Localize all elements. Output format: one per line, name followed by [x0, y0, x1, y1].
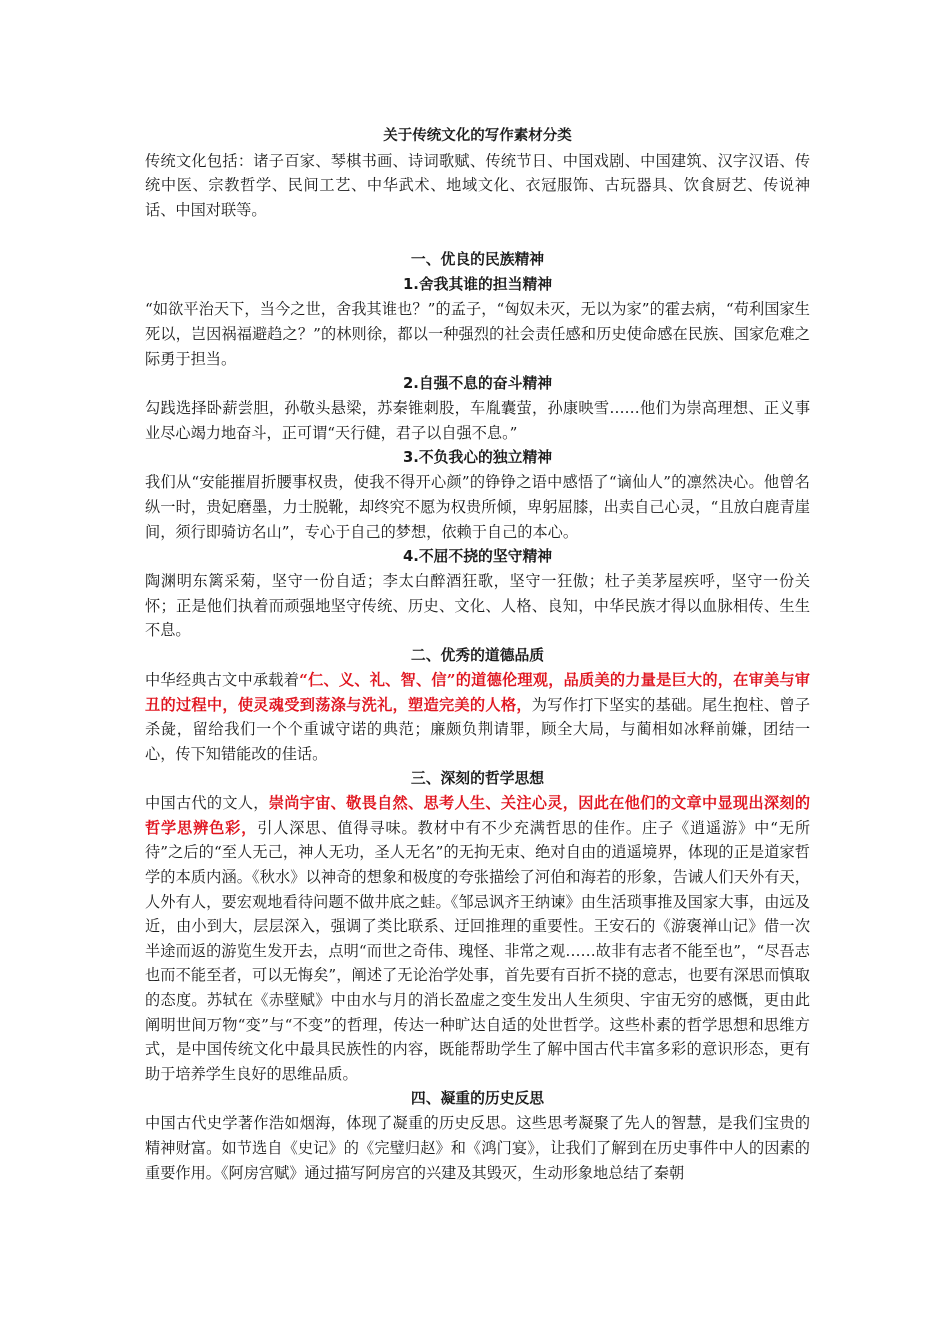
section-4-heading: 四、凝重的历史反思 — [410, 1090, 545, 1108]
section-4-text: 中国古代史学著作浩如烟海，体现了凝重的历史反思。这些思考凝聚了先人的智慧，是我们宝贵的精神财富。如节选自《史记》的《完璧归赵》和《鸿门宴》，让我们了解到在历史事件中人的因素的重要作用。《阿房宫赋》通过描写阿房宫的兴建及其毁灭，生动形象地总结了秦朝 — [145, 1114, 810, 1182]
section-2-text-post: 为写作打下坚实的基础。尾生抱柱、曾子杀彘，留给我们一个个重诚守诺的典范；廉颇负荆请罪，顾全大局，与蔺相如冰释前嫌，团结一心，传下知错能改的佳话。 — [145, 695, 811, 763]
section-2-highlight: “仁、义、礼、智、信”的道德伦理观，品质美的力量是巨大的，在审美与审丑的过程中，使灵魂受到荡涤与洗礼，塑造完美的人格， — [145, 670, 810, 714]
document-title: 关于传统文化的写作素材分类 — [383, 128, 572, 144]
section-3-heading: 三、深刻的哲学思想 — [410, 770, 545, 788]
section-2-heading: 二、优秀的道德品质 — [410, 646, 545, 664]
section-3-text-post: 引人深思、值得寻味。教材中有不少充满哲思的佳作。庄子《逍遥游》中“无所待”之后的“至人无己，神人无功，圣人无名”的无拘无束、绝对自由的逍遥境界，体现的正是道家哲学的本质内涵。《秋水》以神奇的想象和极度的夸张描绘了河伯和海若的形象，告诫人们天外有天，人外有人，要宏观地看待问题不做井底之蛙。《邹忌讽齐王纳谏》由生活琐事推及国家大事，由远及近，由小到大，层层深入，强调了类比联系、迂回推理的重要性。王安石的《游褒禅山记》借一次半途而返的游览生发开去，点明“而世之奇伟、瑰怪、非常之观……故非有志者不能至也”，“尽吾志也而不能至者，可以无悔矣”，阐述了无论治学处事，首先要有百折不挠的意志，也要有深思而慎取的态度。苏轼在《赤壁赋》中由水与月的消长盈虚之变生发出人生须臾、宇宙无穷的感慨，更由此阐明世间万物“变”与“不变”的哲理，传达一种旷达自适的处世哲学。这些朴素的哲学思想和思维方式，是中国传统文化中最具民族性的内容，既能帮助学生了解中国古代丰富多彩的意识形态，更有助于培养学生良好的思维品质。 — [145, 818, 811, 1083]
subsection-3-heading: 3.不负我心的独立精神 — [402, 449, 553, 467]
section-1-heading: 一、优良的民族精神 — [410, 251, 545, 269]
spacer — [145, 222, 810, 247]
subsection-2-text: 勾践选择卧薪尝胆，孙敬头悬梁，苏秦锥刺股，车胤囊萤，孙康映雪……他们为崇高理想、正义事业尽心竭力地奋斗，正可谓“天行健，君子以自强不息。” — [145, 399, 810, 442]
section-3-highlight: 崇尚宇宙、敬畏自然、思考人生、关注心灵，因此在他们的文章中显现出深刻的哲学思辨色彩， — [145, 794, 811, 837]
section-3-text — [145, 791, 810, 1086]
section-2-text-pre: 中华经典古文中承载着 — [145, 670, 300, 689]
subsection-4-text: 陶渊明东篱采菊，坚守一份自适；李太白醉酒狂歌，坚守一狂傲；杜子美茅屋疾呼，坚守一份关怀；正是他们执着而顽强地坚守传统、历史、文化、人格、良知，中华民族才得以血脉相传、生生不息。 — [145, 572, 810, 640]
subsection-1-heading: 1.舍我其谁的担当精神 — [402, 276, 553, 294]
subsection-3-text: 我们从“安能摧眉折腰事权贵，使我不得开心颜”的铮铮之语中感悟了“谪仙人”的凛然决心。他曾名纵一时，贵妃磨墨，力士脱靴，却终究不愿为权贵所倾，卑躬屈膝，出卖自己心灵，“且放白鹿青崖间，须行即骑访名山”，专心于自己的梦想，依赖于自己的本心。 — [145, 473, 810, 541]
section-3-text-pre: 中国古代的文人， — [145, 794, 269, 813]
subsection-1-text: “如欲平治天下，当今之世，舍我其谁也？”的孟子，“匈奴未灭，无以为家”的霍去病，“苟利国家生死以，岂因祸福避趋之？”的林则徐，都以一种强烈的社会责任感和历史使命感在民族、国家危难之际勇于担当。 — [145, 300, 810, 368]
subsection-2-heading: 2.自强不息的奋斗精神 — [402, 375, 553, 393]
intro-paragraph: 传统文化包括：诸子百家、琴棋书画、诗词歌赋、传统节日、中国戏剧、中国建筑、汉字汉语、传统中医、宗教哲学、民间工艺、中华武术、地域文化、衣冠服饰、古玩器具、饮食厨艺、传说神话、中国对联等。 — [145, 151, 810, 219]
document-page — [145, 124, 810, 1185]
section-2-text — [145, 668, 810, 766]
subsection-4-heading: 4.不屈不挠的坚守精神 — [402, 548, 553, 566]
